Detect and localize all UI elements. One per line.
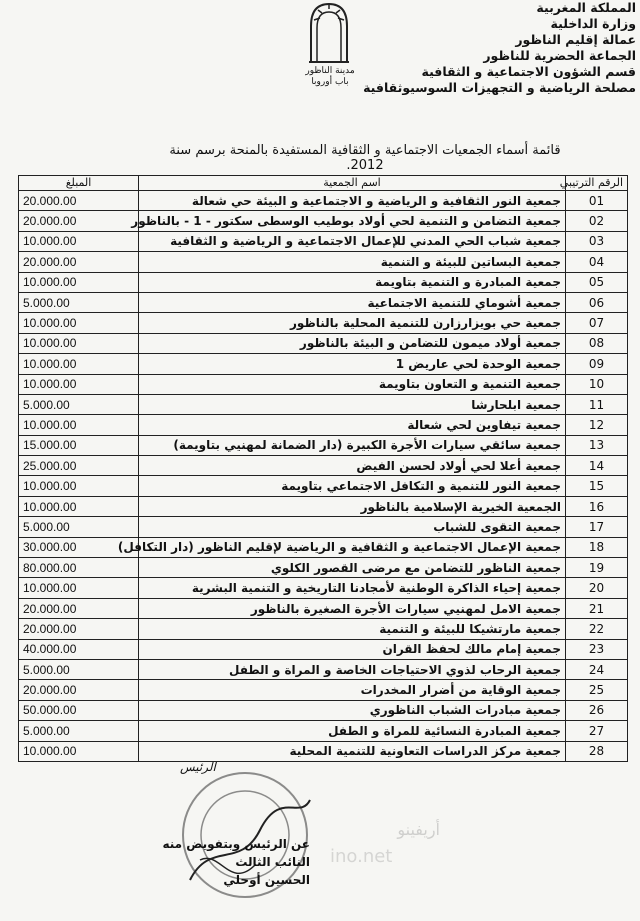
cell-amount: 10.000.00: [19, 741, 139, 761]
cell-amount: 5.000.00: [19, 394, 139, 414]
cell-amount: 10.000.00: [19, 354, 139, 374]
table-row: [19, 700, 628, 720]
table-row: [19, 394, 628, 414]
cell-num: 22: [566, 619, 628, 639]
cell-amount: 10.000.00: [19, 313, 139, 333]
cell-num: 27: [566, 721, 628, 741]
cell-num: 15: [566, 476, 628, 496]
cell-amount: 25.000.00: [19, 456, 139, 476]
cell-name: جمعية سائقي سيارات الأجرة الكبيرة (دار الضمانة لمهنيي بتاويمة): [139, 435, 566, 455]
cell-num: 02: [566, 211, 628, 231]
cell-num: 19: [566, 558, 628, 578]
table-row: [19, 415, 628, 435]
cell-amount: 5.000.00: [19, 659, 139, 679]
letterhead: [336, 0, 636, 96]
cell-name: جمعية النور للتنمية و التكافل الاجتماعي بتاويمة: [139, 476, 566, 496]
cell-name: الجمعية الخيرية الإسلامية بالناظور: [139, 496, 566, 516]
cell-amount: 20.000.00: [19, 619, 139, 639]
president-label: الرئيس: [180, 760, 216, 774]
cell-amount: 10.000.00: [19, 476, 139, 496]
cell-name: جمعية المبادرة النسائية للمراة و الطفل: [139, 721, 566, 741]
cell-name: جمعية مركز الدراسات التعاونية للتنمية المحلية: [139, 741, 566, 761]
cell-name: جمعية التقوى للشباب: [139, 517, 566, 537]
cell-name: جمعية مبادرات الشباب الناظوري: [139, 700, 566, 720]
cell-amount: 50.000.00: [19, 700, 139, 720]
cell-num: 13: [566, 435, 628, 455]
cell-name: جمعية أعلا لحي أولاد لحسن الفيض: [139, 456, 566, 476]
cell-name: جمعية إحياء الذاكرة الوطنية لأمجادنا التاريخية و التنمية البشرية: [139, 578, 566, 598]
letterhead-line: مصلحة الرياضية و التجهيزات السوسيوثقافية: [363, 80, 636, 95]
cell-num: 11: [566, 394, 628, 414]
header-num: الرقم الترتيبي: [566, 176, 628, 191]
cell-num: 09: [566, 354, 628, 374]
cell-name: جمعية مارتشيكا للبيئة و التنمية: [139, 619, 566, 639]
table-row: [19, 578, 628, 598]
cell-amount: 10.000.00: [19, 272, 139, 292]
table-row: [19, 333, 628, 353]
grants-table: [18, 175, 628, 762]
cell-name: جمعية الناظور للتضامن مع مرضى القصور الكلوي: [139, 558, 566, 578]
cell-num: 26: [566, 700, 628, 720]
cell-name: جمعية الرحاب لذوي الاحتياجات الخاصة و المراة و الطفل: [139, 659, 566, 679]
cell-num: 10: [566, 374, 628, 394]
table-row: [19, 476, 628, 496]
cell-num: 24: [566, 659, 628, 679]
cell-name: جمعية البساتين للبيئة و التنمية: [139, 252, 566, 272]
watermark-latin: ino.net: [330, 846, 393, 867]
cell-name: جمعية النور الثقافية و الرياضية و الاجتماعية و البيئة حي شعالة: [139, 191, 566, 211]
cell-num: 06: [566, 292, 628, 312]
letterhead-line: وزارة الداخلية: [550, 16, 636, 31]
table-row: [19, 292, 628, 312]
cell-amount: 40.000.00: [19, 639, 139, 659]
cell-num: 14: [566, 456, 628, 476]
cell-amount: 10.000.00: [19, 231, 139, 251]
cell-num: 16: [566, 496, 628, 516]
cell-amount: 10.000.00: [19, 415, 139, 435]
cell-name: جمعية أولاد ميمون للتضامن و البيئة بالناظور: [139, 333, 566, 353]
table-row: [19, 619, 628, 639]
cell-num: 25: [566, 680, 628, 700]
table-row: [19, 496, 628, 516]
letterhead-line: قسم الشؤون الاجتماعية و الثقافية: [421, 64, 636, 79]
cell-num: 21: [566, 598, 628, 618]
city-gate-emblem-icon: [306, 0, 352, 64]
table-row: [19, 741, 628, 761]
cell-num: 17: [566, 517, 628, 537]
table-row: [19, 191, 628, 211]
cell-amount: 15.000.00: [19, 435, 139, 455]
table-row: [19, 517, 628, 537]
table-row: [19, 639, 628, 659]
cell-num: 23: [566, 639, 628, 659]
table-row: [19, 211, 628, 231]
header-name: اسم الجمعية: [139, 176, 566, 191]
cell-name: جمعية التضامن و التنمية لحي أولاد بوطيب الوسطى سكتور - 1 - بالناظور: [139, 211, 566, 231]
cell-name: جمعية تيفاوين لحي شعالة: [139, 415, 566, 435]
signoff-line: الحسين أوحلي: [223, 873, 310, 887]
cell-num: 12: [566, 415, 628, 435]
table-row: [19, 374, 628, 394]
watermark-arabic: أريفينو: [397, 820, 440, 839]
cell-name: جمعية ابلحارشا: [139, 394, 566, 414]
header-amount: المبلغ: [19, 176, 139, 191]
table-row: [19, 231, 628, 251]
table-header-row: [19, 176, 628, 191]
cell-name: جمعية حي بويزارزارن للتنمية المحلية بالناظور: [139, 313, 566, 333]
table-row: [19, 537, 628, 557]
cell-name: جمعية المبادرة و التنمية بتاويمة: [139, 272, 566, 292]
cell-amount: 20.000.00: [19, 211, 139, 231]
cell-amount: 30.000.00: [19, 537, 139, 557]
cell-name: جمعية الوقاية من أضرار المخدرات: [139, 680, 566, 700]
emblem-caption: مدينة الناظور باب أوروبا: [305, 66, 355, 87]
cell-amount: 5.000.00: [19, 517, 139, 537]
cell-num: 20: [566, 578, 628, 598]
cell-amount: 10.000.00: [19, 333, 139, 353]
table-row: [19, 313, 628, 333]
cell-amount: 20.000.00: [19, 598, 139, 618]
cell-amount: 20.000.00: [19, 680, 139, 700]
cell-num: 05: [566, 272, 628, 292]
cell-amount: 10.000.00: [19, 578, 139, 598]
cell-amount: 20.000.00: [19, 252, 139, 272]
cell-num: 04: [566, 252, 628, 272]
cell-num: 08: [566, 333, 628, 353]
table-row: [19, 272, 628, 292]
cell-num: 18: [566, 537, 628, 557]
signoff-line: النائب الثالث: [235, 855, 310, 869]
table-row: [19, 456, 628, 476]
cell-num: 07: [566, 313, 628, 333]
cell-name: جمعية الامل لمهنيي سيارات الأجرة الصغيرة بالناظور: [139, 598, 566, 618]
table-row: [19, 680, 628, 700]
table-row: [19, 659, 628, 679]
cell-amount: 10.000.00: [19, 496, 139, 516]
signoff-line: عن الرئيس وبتفويض منه: [162, 837, 310, 851]
cell-amount: 20.000.00: [19, 191, 139, 211]
cell-num: 28: [566, 741, 628, 761]
table-row: [19, 598, 628, 618]
cell-name: جمعية أشوماي للتنمية الاجتماعية: [139, 292, 566, 312]
table-row: [19, 721, 628, 741]
document-title: قائمة أسماء الجمعيات الاجتماعية و الثقافية المستفيدة بالمنحة برسم سنة 2012.: [169, 143, 561, 173]
letterhead-line: المملكة المغربية: [536, 0, 636, 15]
cell-name: جمعية الإعمال الاجتماعية و الثقافية و الرياضية لإقليم الناظور (دار التكافل): [139, 537, 566, 557]
table-row: [19, 435, 628, 455]
signature-block: [110, 835, 310, 889]
cell-num: 01: [566, 191, 628, 211]
table-row: [19, 354, 628, 374]
cell-num: 03: [566, 231, 628, 251]
cell-amount: 5.000.00: [19, 292, 139, 312]
table-row: [19, 252, 628, 272]
table-row: [19, 558, 628, 578]
cell-name: جمعية الوحدة لحي عاريض 1: [139, 354, 566, 374]
cell-amount: 10.000.00: [19, 374, 139, 394]
cell-amount: 80.000.00: [19, 558, 139, 578]
cell-amount: 5.000.00: [19, 721, 139, 741]
cell-name: جمعية التنمية و التعاون بتاويمة: [139, 374, 566, 394]
watermark: [330, 820, 440, 900]
letterhead-line: الجماعة الحضرية للناظور: [483, 48, 636, 63]
letterhead-line: عمالة إقليم الناظور: [515, 32, 636, 47]
cell-name: جمعية إمام مالك لحفظ القران: [139, 639, 566, 659]
cell-name: جمعية شباب الحي المدني للإعمال الاجتماعية و الرياضية و الثقافية: [139, 231, 566, 251]
